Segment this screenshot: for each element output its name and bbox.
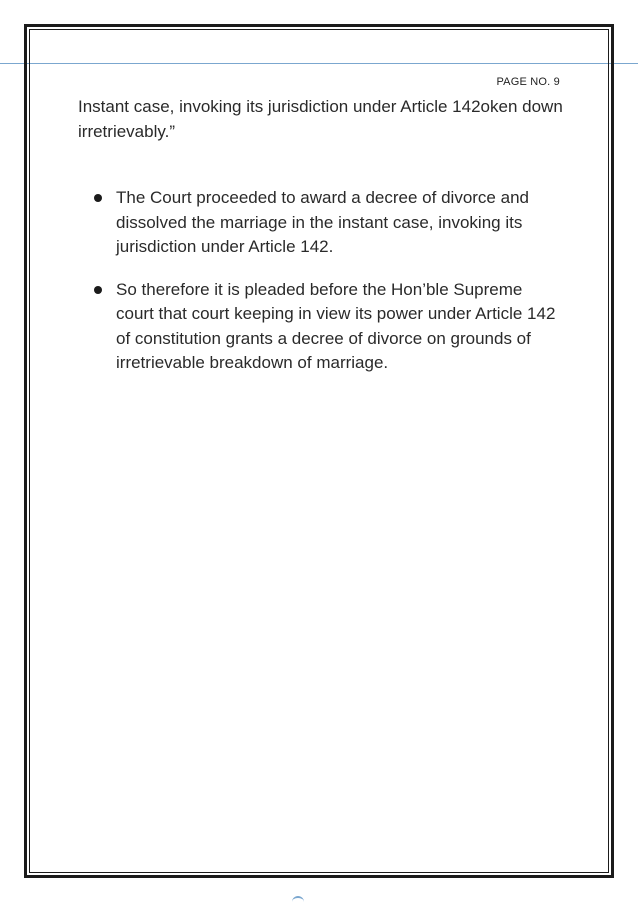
- bullet-text: The Court proceeded to award a decree of divorce and dissolved the marriage in the instant case, invoking its jurisdiction under Article 142.: [116, 188, 529, 256]
- intro-paragraph: Instant case, invoking its jurisdiction under Article 142oken down irretrievably.”: [78, 97, 563, 141]
- bullet-item: [92, 186, 562, 260]
- bullet-item: [92, 278, 562, 376]
- bullet-icon: [94, 194, 102, 202]
- page-border-inner: [29, 29, 609, 873]
- footer-mark: [292, 896, 304, 902]
- bullet-text: So therefore it is pleaded before the Hon’ble Supreme court that court keeping in view its power under Article 142 of constitution grants a decree of divorce on grounds of irretrievable breakdown of marriage.: [116, 279, 556, 372]
- bullet-icon: [94, 286, 102, 294]
- bullet-list: [92, 186, 562, 394]
- page-number: PAGE NO. 9: [496, 76, 560, 88]
